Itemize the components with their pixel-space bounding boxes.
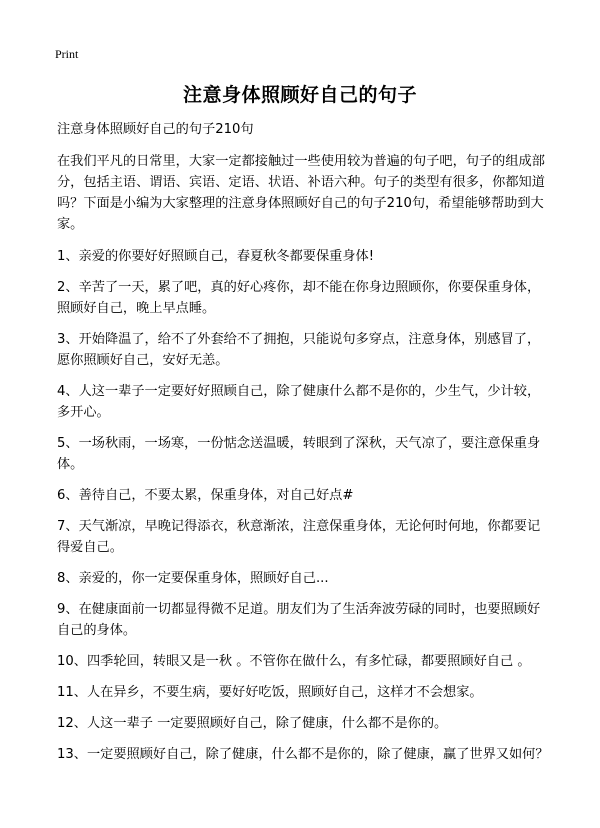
- list-item: 13、一定要照顾好自己，除了健康，什么都不是你的，除了健康，赢了世界又如何？: [57, 747, 549, 762]
- document-subtitle: 注意身体照顾好自己的句子210句: [57, 122, 254, 137]
- list-item: 2、辛苦了一天，累了吧，真的好心疼你，却不能在你身边照顾你，你要保重身体，照顾好自己，晚上早点睡。: [57, 280, 541, 316]
- list-item: 9、在健康面前一切都显得微不足道。朋友们为了生活奔波劳碌的同时，也要照顾好自己的身体。: [57, 602, 541, 638]
- list-item: 3、开始降温了，给不了外套给不了拥抱，只能说句多穿点，注意身体，别感冒了，愿你照顾好自己，安好无恙。: [57, 332, 541, 368]
- document-title: 注意身体照顾好自己的句子: [182, 84, 417, 106]
- list-item: 11、人在异乡，不要生病，要好好吃饭，照顾好自己，这样才不会想家。: [57, 685, 483, 700]
- list-item: 12、人这一辈子 一定要照顾好自己，除了健康，什么都不是你的。: [57, 716, 448, 731]
- list-item: 1、亲爱的你要好好照顾自己，春夏秋冬都要保重身体!: [57, 249, 374, 264]
- list-item: 4、人这一辈子一定要好好照顾自己，除了健康什么都不是你的，少生气，少计较，多开心。: [57, 384, 541, 420]
- list-item: 8、亲爱的，你一定要保重身体，照顾好自己...: [57, 571, 329, 586]
- document-body: [57, 119, 553, 775]
- list-item: 6、善待自己，不要太累，保重身体，对自己好点#: [57, 488, 354, 503]
- intro-paragraph: 在我们平凡的日常里，大家一定都接触过一些使用较为普遍的句子吧，句子的组成部分，包括主语、谓语、宾语、定语、状语、补语六种。句子的类型有很多，你都知道吗？下面是小编为大家整理的注意身体照顾好自己的句子210句，希望能够帮助到大家。: [57, 154, 545, 232]
- print-label: Print: [55, 47, 79, 61]
- list-item: 7、天气渐凉，早晚记得添衣，秋意渐浓，注意保重身体，无论何时何地，你都要记得爱自己。: [57, 519, 541, 555]
- list-item: 5、一场秋雨，一场寒，一份惦念送温暖，转眼到了深秋，天气凉了，要注意保重身体。: [57, 436, 541, 472]
- list-item: 10、四季轮回，转眼又是一秋 。不管你在做什么，有多忙碌，都要照顾好自己 。: [57, 654, 531, 669]
